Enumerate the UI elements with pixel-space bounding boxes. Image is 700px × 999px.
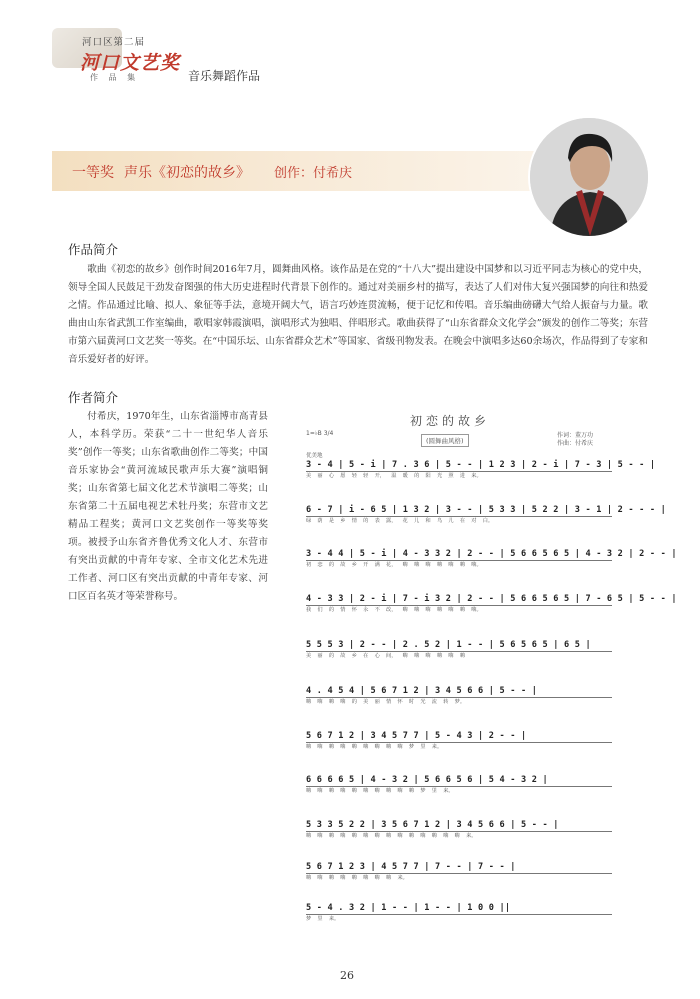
score-line [306,731,612,751]
score-notes: 3 - 4 | 5 - i | 7 . 3 6 | 5 - - | 1 2 3 | 2 - i | 7 - 3 | 5 - - | [306,460,656,470]
score-line [306,460,656,480]
score-lyrics: 嗨 嗨 嗨 嗨 嗨 嗨 嗨 嗨 来。 [306,875,408,881]
award-category: 声乐 [124,165,152,181]
score-line [306,862,612,882]
score-line [306,903,612,923]
intro-text: 歌曲《初恋的故乡》创作时间2016年7月，圆舞曲风格。该作品是在党的“十八大”提出建设中国梦和以习近平同志为核心的党中央，领导全国人民鼓足干劲发奋图强的伟大历史进程时代背景下创作的。通过对美丽乡村的描写，表达了人们对伟大复兴强国梦的向往和热爱之情。作品通过比喻、拟人、象征等手法，意境开阔大气，语言巧妙连贯流畅，便于记忆和传唱。音乐编曲磅礴大气给人振奋与力量。歌曲由山东省武凯工作室编曲，歌唱家韩霞演唱，演唱形式为独唱、伴唱形式。歌曲获得了“山东省群众文化学会”颁发的创作二等奖；东营市第六届黄河口文艺奖一等奖。在“中国乐坛、山东省群众艺术”等国家、省级刊物发表。在晚会中演唱多达60余场次，作品得到了专家和音乐爱好者的好评。 [68,264,648,365]
author-heading: 作者简介 [68,390,119,405]
score-subtitle: (圆舞曲风格) [421,434,469,447]
lyricist-credit: 作词：董万功 [557,432,594,439]
score-lyrics: 美 丽 的 故 乡 在 心 间， 嗨 嗨 嗨 嗨 嗨 嗨 [306,653,466,659]
logo-main-text: 河口文艺奖 [80,52,181,74]
score-line [306,820,612,840]
score-notes: 5 6 7 1 2 | 3 4 5 7 7 | 5 - 4 3 | 2 - - | [306,731,527,741]
score-lyrics: 绿 荫 是 乡 情 的 表 露， 花 儿 和 鸟 儿 在 对 白。 [306,518,494,524]
score-notes: 5 3 3 5 2 2 | 3 5 6 7 1 2 | 3 4 5 6 6 | 5 - - | [306,820,559,830]
score-line [306,686,612,706]
work-title: 《初恋的故乡》 [152,165,250,181]
author-bio: 付希庆，1970年生，山东省淄博市高青县人，本科学历。荣获“二十一世纪华人音乐奖”创作一等奖；山东省歌曲创作二等奖；中国音乐家协会“黄河流域民歌声乐大赛”演唱铜奖；山东省第七届文化艺术节演唱二等奖；山东省第二十五届电视艺术牡丹奖；东营市文艺精品工程奖；黄河口文艺奖创作一等奖等奖项。被授予山东省齐鲁优秀文化人才、东营市有突出贡献的中青年专家、全市文化艺术先进工作者、河口区有突出贡献的中青年专家、河口区百名英才等荣誉称号。 [68,411,268,602]
score-line [306,640,612,660]
logo-small-text: 河口区第二届 [82,37,146,48]
score-notes: 6 6 6 6 5 | 4 - 3 2 | 5 6 6 5 6 | 5 4 - 3 2 | [306,775,548,785]
creator-credit: 创作：付希庆 [274,166,353,181]
score-notes: 5 6 7 1 2 3 | 4 5 7 7 | 7 - - | 7 - - | [306,862,516,872]
award-level: 一等奖 [72,165,114,181]
score-lyrics: 嗨 嗨 嗨 嗨 嗨 嗨 嗨 嗨 嗨 嗨 梦 里 来。 [306,788,454,794]
section-title: 音乐舞蹈作品 [188,69,261,83]
score-notes: 5 - 4 . 3 2 | 1 - - | 1 - - | 1 0 0 || [306,903,511,913]
score-line [306,549,677,569]
author-portrait [528,116,650,238]
intro-heading: 作品简介 [68,242,119,257]
score-line [306,505,667,525]
score-notes: 6 - 7 | i - 6 5 | 1 3 2 | 3 - - | 5 3 3 | 5 2 2 | 3 - 1 | 2 - - - | [306,505,667,515]
score-notes: 4 . 4 5 4 | 5 6 7 1 2 | 3 4 5 6 6 | 5 - - | [306,686,538,696]
score-line [306,775,612,795]
score-lyrics: 嗨 嗨 嗨 嗨 的 美 丽 情 怀 时 光 流 转 梦。 [306,699,466,705]
score-lyrics: 美 丽 心 愿 轻 轻 开， 温 暖 的 阳 光 照 进 来。 [306,473,482,479]
score-credits [557,432,593,448]
award-banner-text [72,162,352,182]
score-notes: 5 5 5 3 | 2 - - | 2 . 5 2 | 1 - - | 5 6 5 6 5 | 6 5 | [306,640,591,650]
score-lyrics: 我 们 的 情 怀 永 不 改， 嗨 嗨 嗨 嗨 嗨 嗨 嗨。 [306,607,482,613]
page-number: 26 [340,969,354,982]
score-tempo: 优美地 [306,453,323,459]
composer-credit: 作曲：付希庆 [557,440,594,447]
logo-sub-text: 作 品 集 [90,73,140,82]
score-lyrics: 嗨 嗨 嗨 嗨 嗨 嗨 嗨 嗨 嗨 嗨 嗨 嗨 嗨 嗨 来。 [306,833,477,839]
score-notes: 4 - 3 3 | 2 - i | 7 - i 3 2 | 2 - - | 5 6 6 5 6 5 | 7 - 6 5 | 5 - - | [306,594,677,604]
score-lyrics: 嗨 嗨 嗨 嗨 嗨 嗨 嗨 嗨 嗨 梦 里 来。 [306,744,443,750]
score-title: 初恋的故乡 [410,414,491,428]
score-lyrics: 初 恋 的 故 乡 开 满 花， 嗨 嗨 嗨 嗨 嗨 嗨 嗨。 [306,562,482,568]
score-line [306,594,677,614]
score-key: 1=♭B 3/4 [306,430,334,437]
portrait-image [530,118,648,236]
score-notes: 3 - 4 4 | 5 - i | 4 - 3 3 2 | 2 - - | 5 6 6 5 6 5 | 4 - 3 2 | 2 - - | [306,549,677,559]
score-lyrics: 梦 里 来。 [306,916,340,922]
